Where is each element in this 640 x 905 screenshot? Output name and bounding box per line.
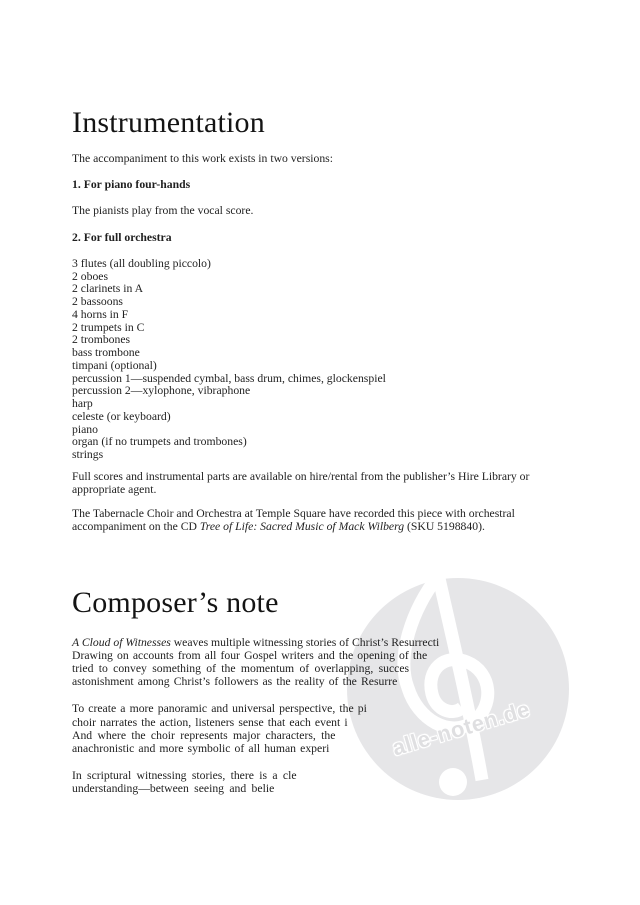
note-line: understanding—between seeing and belie bbox=[72, 782, 275, 796]
note-line-rest: weaves multiple witnessing stories of Christ’s Resurrecti bbox=[170, 635, 440, 649]
instrument-item: organ (if no trumpets and trombones) bbox=[72, 435, 247, 449]
cd-title: Tree of Life: Sacred Music of Mack Wilberg bbox=[199, 520, 405, 534]
composers-note-paragraph-2 bbox=[72, 702, 612, 755]
option2-heading: 2. For full orchestra bbox=[72, 230, 172, 244]
instrument-item: 3 flutes (all doubling piccolo) bbox=[72, 256, 211, 270]
recording-line: The Tabernacle Choir and Orchestra at Temple Square have recorded this piece with orchestral bbox=[72, 507, 515, 521]
recording-line2-pre: accompaniment on the CD bbox=[72, 520, 200, 534]
option1-heading: 1. For piano four-hands bbox=[72, 178, 191, 192]
instrument-item: harp bbox=[72, 397, 93, 411]
composers-note-title: Composer’s note bbox=[72, 585, 279, 619]
note-line: tried to convey something of the momentum of overlapping, succes bbox=[72, 662, 410, 676]
page-content bbox=[72, 108, 612, 796]
note-line bbox=[72, 636, 612, 649]
watermark-text: alle-noten.de bbox=[389, 696, 533, 761]
instrument-item: 2 bassoons bbox=[72, 295, 123, 309]
instrumentation-title: Instrumentation bbox=[72, 106, 265, 139]
intro-text: The accompaniment to this work exists in two versions: bbox=[72, 152, 333, 165]
note-line: To create a more panoramic and universal perspective, the pi bbox=[72, 702, 367, 716]
instrument-item: 4 horns in F bbox=[72, 307, 129, 321]
instrument-list bbox=[72, 258, 612, 462]
note-line: anachronistic and more symbolic of all human experi bbox=[72, 742, 330, 756]
instrument-item: 2 trombones bbox=[72, 333, 131, 347]
availability-text bbox=[72, 470, 612, 496]
option1-body: The pianists play from the vocal score. bbox=[72, 204, 254, 218]
instrument-item: percussion 1—suspended cymbal, bass drum, chimes, glockenspiel bbox=[72, 371, 386, 385]
composers-note-paragraph-1 bbox=[72, 636, 612, 689]
work-title: A Cloud of Witnesses bbox=[72, 635, 171, 649]
composers-note-paragraph-3 bbox=[72, 769, 612, 795]
instrument-item: celeste (or keyboard) bbox=[72, 409, 171, 423]
availability-line: appropriate agent. bbox=[72, 483, 157, 497]
note-line: choir narrates the action, listeners sense that each event i bbox=[72, 715, 348, 729]
note-line: Drawing on accounts from all four Gospel writers and the opening of the bbox=[72, 648, 428, 662]
recording-text bbox=[72, 507, 612, 533]
recording-line2-post: (SKU 5198840). bbox=[404, 520, 485, 534]
instrument-item: piano bbox=[72, 422, 98, 436]
instrument-item: 2 oboes bbox=[72, 269, 109, 283]
availability-line: Full scores and instrumental parts are available on hire/rental from the publisher’s Hire Library or bbox=[72, 469, 530, 483]
instrument-item: 2 clarinets in A bbox=[72, 282, 144, 296]
instrument-item: 2 trumpets in C bbox=[72, 320, 145, 334]
note-line: In scriptural witnessing stories, there is a cle bbox=[72, 769, 297, 783]
instrument-item: bass trombone bbox=[72, 346, 140, 360]
instrument-item: percussion 2—xylophone, vibraphone bbox=[72, 384, 251, 398]
note-line: astonishment among Christ’s followers as the reality of the Resurre bbox=[72, 675, 398, 689]
note-line: And where the choir represents major characters, the bbox=[72, 728, 336, 742]
instrument-item: timpani (optional) bbox=[72, 358, 157, 372]
recording-line bbox=[72, 520, 612, 533]
instrument-item: strings bbox=[72, 448, 104, 462]
